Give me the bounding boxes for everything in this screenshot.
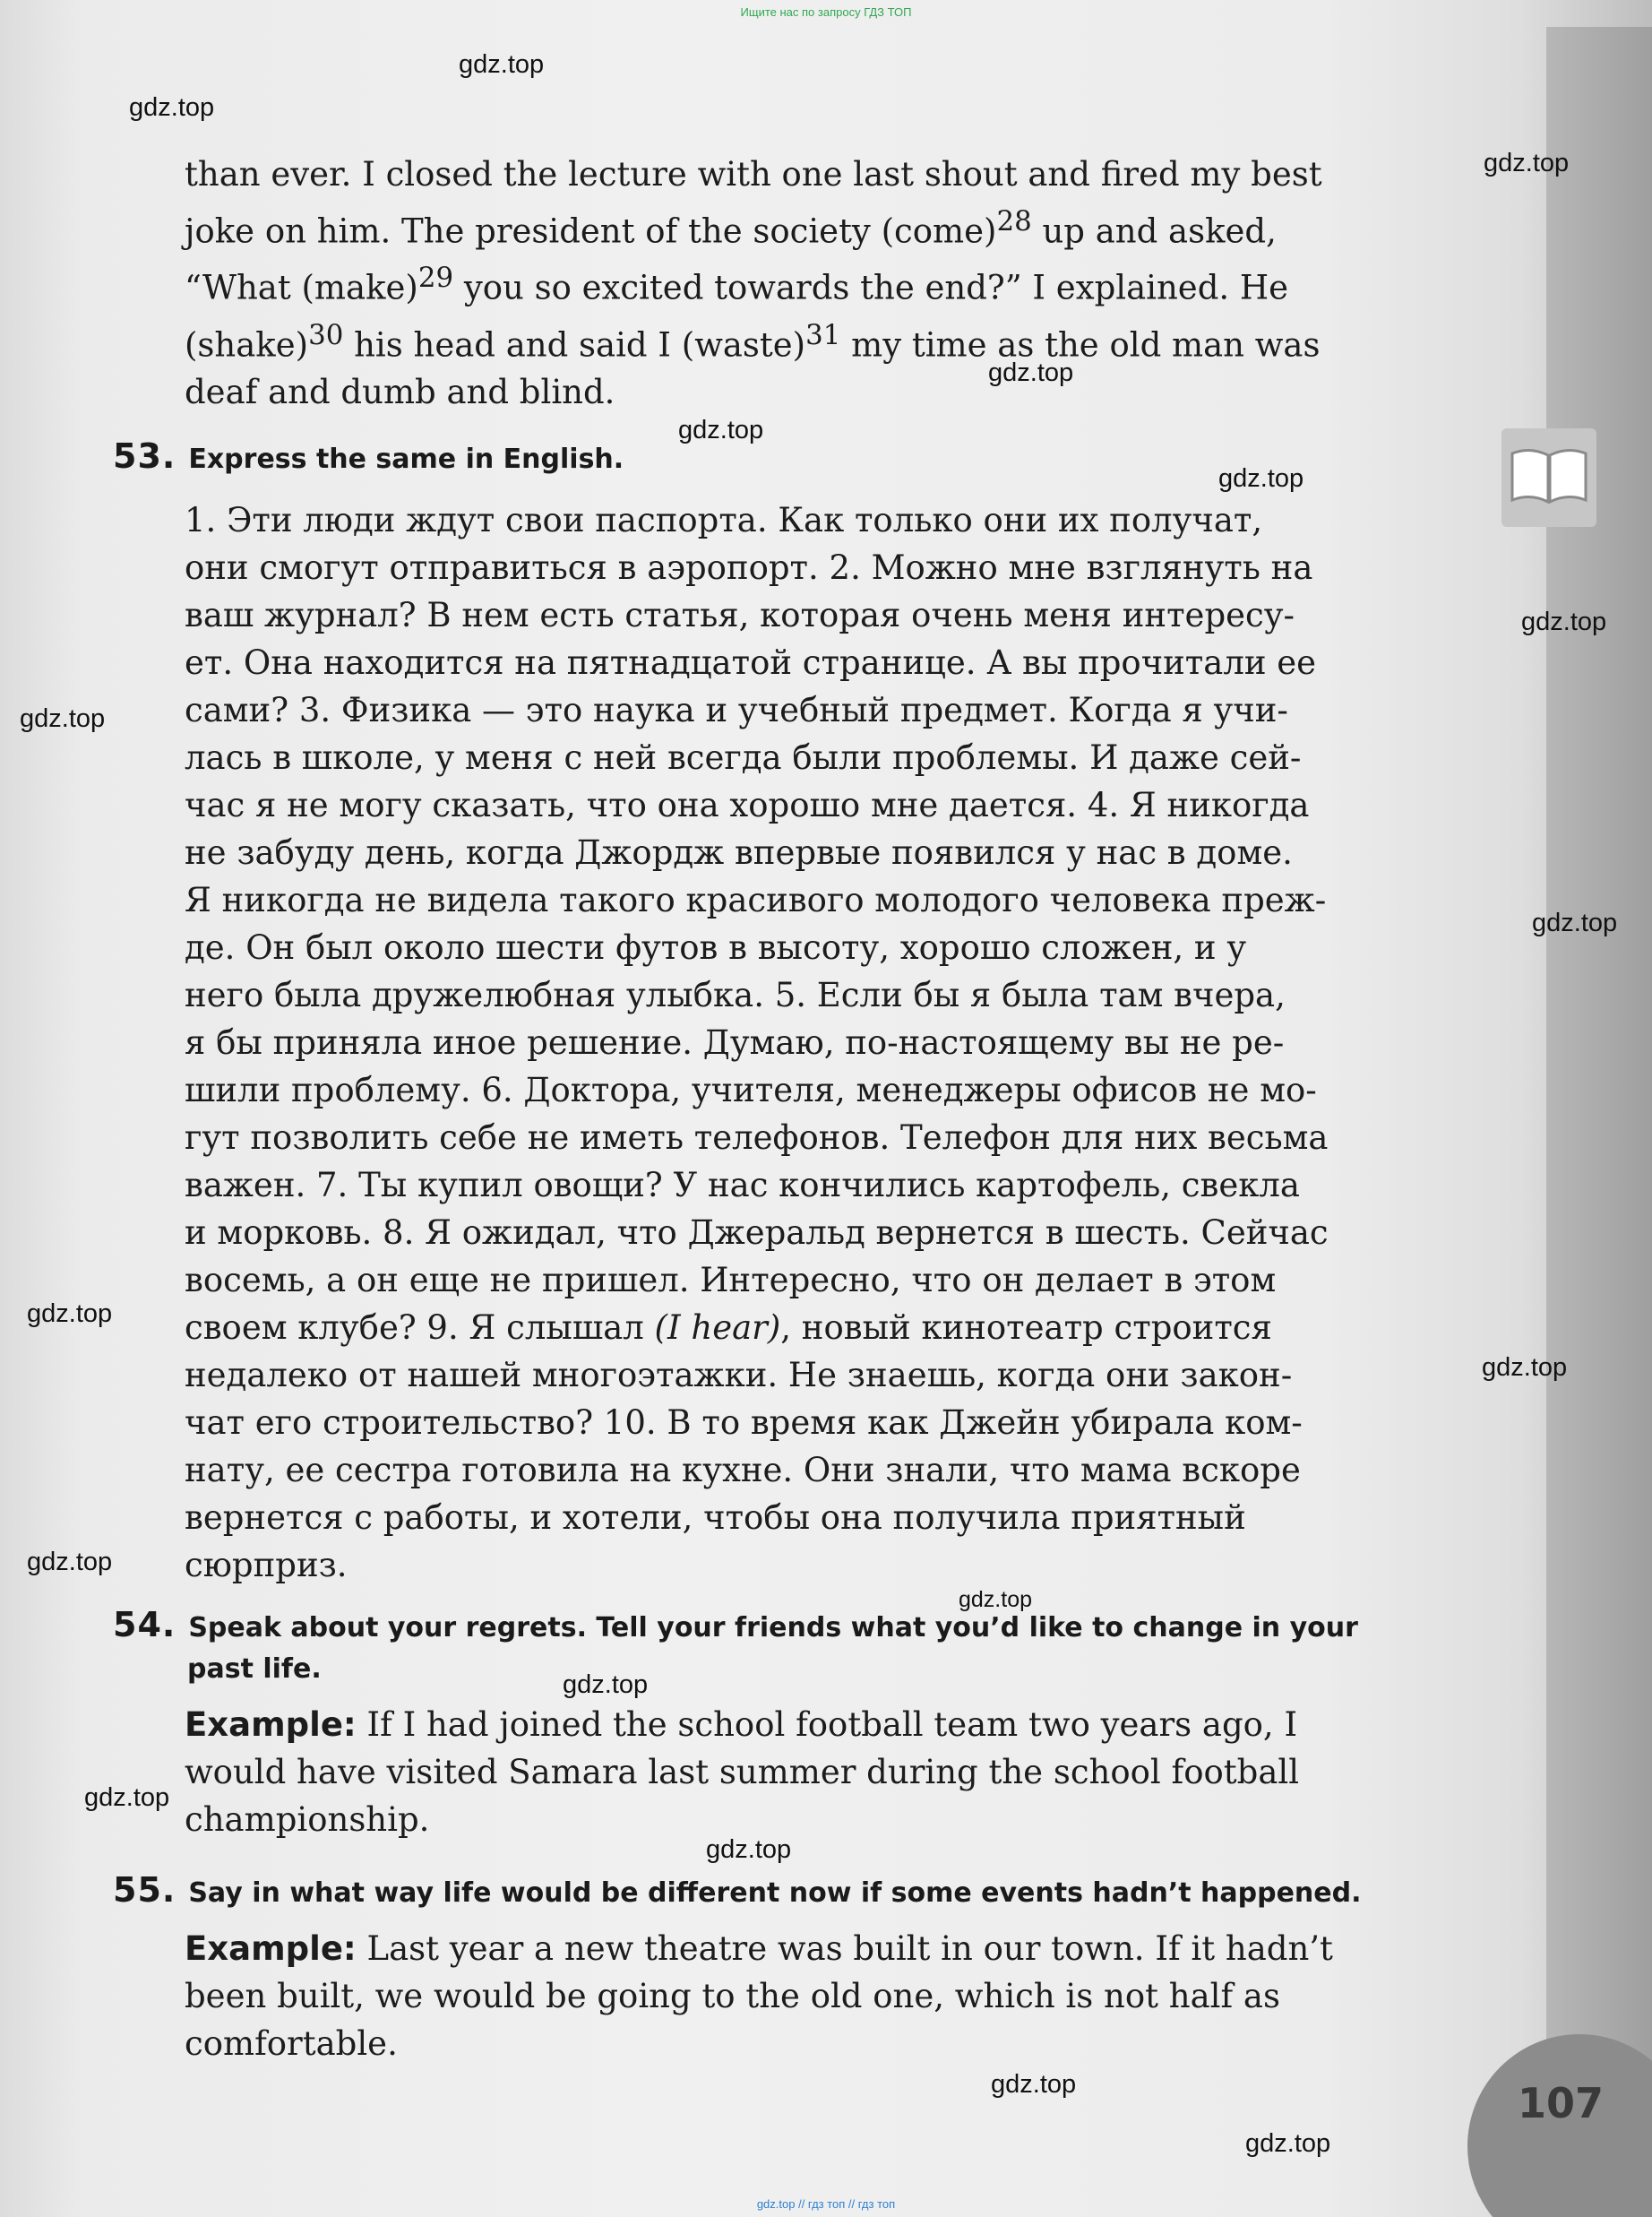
- watermark: gdz.top: [706, 1835, 792, 1864]
- watermark: gdz.top: [84, 1783, 170, 1812]
- watermark: gdz.top: [678, 416, 764, 444]
- text-line: would have visited Samara last summer during the school football: [185, 1753, 1300, 1791]
- watermark: gdz.top: [20, 704, 106, 733]
- exercise-53-heading: 53. Express the same in English.: [113, 436, 624, 476]
- text-line: ваш журнал? В нем есть статья, которая очень меня интересу-: [185, 596, 1295, 634]
- footnote-29: 29: [417, 262, 454, 295]
- italic-phrase: (I hear): [654, 1308, 781, 1347]
- text-line: час я не могу сказать, что она хорошо мне дается. 4. Я никогда: [185, 786, 1310, 824]
- watermark: gdz.top: [991, 2070, 1077, 2099]
- text-line: сюрприз.: [185, 1546, 348, 1584]
- watermark: gdz.top: [1484, 149, 1570, 177]
- footnote-28: 28: [996, 205, 1032, 237]
- text-line: вернется с работы, и хотели, чтобы она получила приятный: [185, 1498, 1246, 1537]
- example-label: Example:: [185, 1705, 357, 1744]
- watermark: gdz.top: [27, 1299, 113, 1328]
- heading-line: 54. Speak about your regrets. Tell your friends what you’d like to change in your: [113, 1605, 1358, 1644]
- text-line: Я никогда не видела такого красивого молодого человека преж-: [185, 881, 1327, 919]
- exercise-number: 55.: [113, 1870, 176, 1910]
- text-line: чат его строительство? 10. В то время как Джейн убирала ком-: [185, 1403, 1303, 1442]
- watermark: gdz.top: [459, 50, 545, 79]
- text-line: они смогут отправиться в аэропорт. 2. Можно мне взглянуть на: [185, 548, 1313, 587]
- text-line: been built, we would be going to the old one, which is not half as: [185, 1977, 1280, 2015]
- book-icon: [1501, 428, 1596, 527]
- text-line: Example: If I had joined the school football team two years ago, I: [185, 1705, 1298, 1744]
- exercise-55-example: [185, 1925, 1466, 2067]
- text-line: comfortable.: [185, 2024, 398, 2063]
- text-line: championship.: [185, 1800, 430, 1839]
- text-line: than ever. I closed the lecture with one last shout and fired my best: [185, 155, 1322, 194]
- text-line: лась в школе, у меня с ней всегда были проблемы. И даже сей-: [185, 738, 1302, 777]
- footnote-31: 31: [805, 318, 841, 351]
- text-line: сами? 3. Физика — это наука и учебный предмет. Когда я учи-: [185, 691, 1288, 729]
- text-line: (shake)$^{30}$ his head and said I (waste)$^{31}$ my time as the old man was: [185, 318, 1321, 364]
- text-line: я бы приняла иное решение. Думаю, по-настоящему вы не ре-: [185, 1023, 1285, 1062]
- exercise-54-heading: [113, 1604, 1475, 1690]
- text-line: недалеко от нашей многоэтажки. Не знаешь, когда они закон-: [185, 1356, 1293, 1394]
- watermark: gdz.top: [959, 1587, 1033, 1612]
- exercise-55-heading: 55. Say in what way life would be different now if some events hadn’t happened.: [113, 1870, 1362, 1910]
- text-line: нату, ее сестра готовила на кухне. Они знали, что мама вскоре: [185, 1451, 1301, 1489]
- text-line: joke on him. The president of the society (come)$^{28}$ up and asked,: [185, 205, 1277, 251]
- watermark: gdz.top: [1521, 608, 1607, 636]
- top-banner[interactable]: Ищите нас по запросу ГДЗ ТОП: [740, 5, 912, 19]
- text-line: 1. Эти люди ждут свои паспорта. Как только они их получат,: [185, 501, 1263, 539]
- text-line: своем клубе? 9. Я слышал (I hear), новый кинотеатр строится: [185, 1308, 1272, 1347]
- exercise-number: 53.: [113, 436, 176, 476]
- exercise-number: 54.: [113, 1605, 176, 1644]
- watermark: gdz.top: [129, 93, 215, 122]
- watermark: gdz.top: [27, 1548, 113, 1576]
- text-line: де. Он был около шести футов в высоту, хорошо сложен, и у: [185, 928, 1247, 967]
- page-edge-strip: [1546, 27, 1652, 2217]
- text-line: ет. Она находится на пятнадцатой странице. А вы прочитали ее: [185, 643, 1317, 682]
- bottom-banner[interactable]: gdz.top // гдз топ // гдз топ: [756, 2197, 896, 2211]
- text-line: восемь, а он еще не пришел. Интересно, что он делает в этом: [185, 1261, 1277, 1299]
- text-line: гут позволить себе не иметь телефонов. Телефон для них весьма: [185, 1118, 1329, 1157]
- text-line: не забуду день, когда Джордж впервые появился у нас в доме.: [185, 833, 1293, 872]
- exercise-53-text: [185, 496, 1466, 1589]
- text-line: “What (make)$^{29}$ you so excited towards the end?” I explained. He: [185, 262, 1289, 307]
- page-number: 107: [1518, 2079, 1605, 2127]
- footnote-30: 30: [308, 318, 344, 351]
- text-line: и морковь. 8. Я ожидал, что Джеральд вернется в шесть. Сейчас: [185, 1213, 1329, 1252]
- continuation-paragraph: [185, 151, 1466, 416]
- text-line: deaf and dumb and blind.: [185, 372, 615, 411]
- example-label: Example:: [185, 1929, 357, 1968]
- watermark: gdz.top: [563, 1670, 649, 1699]
- watermark: gdz.top: [1532, 909, 1618, 937]
- text-line: шили проблему. 6. Доктора, учителя, менеджеры офисов не мо-: [185, 1071, 1317, 1109]
- exercise-54-example: [185, 1701, 1466, 1843]
- text-line: него была дружелюбная улыбка. 5. Если бы я была там вчера,: [185, 976, 1286, 1014]
- watermark: gdz.top: [1218, 464, 1304, 493]
- watermark: gdz.top: [1482, 1353, 1568, 1382]
- watermark: gdz.top: [1245, 2129, 1331, 2158]
- text-line: Example: Last year a new theatre was built in our town. If it hadn’t: [185, 1929, 1333, 1968]
- watermark: gdz.top: [988, 358, 1074, 387]
- heading-line: past life.: [187, 1653, 322, 1685]
- text-line: важен. 7. Ты купил овощи? У нас кончились картофель, свекла: [185, 1166, 1300, 1204]
